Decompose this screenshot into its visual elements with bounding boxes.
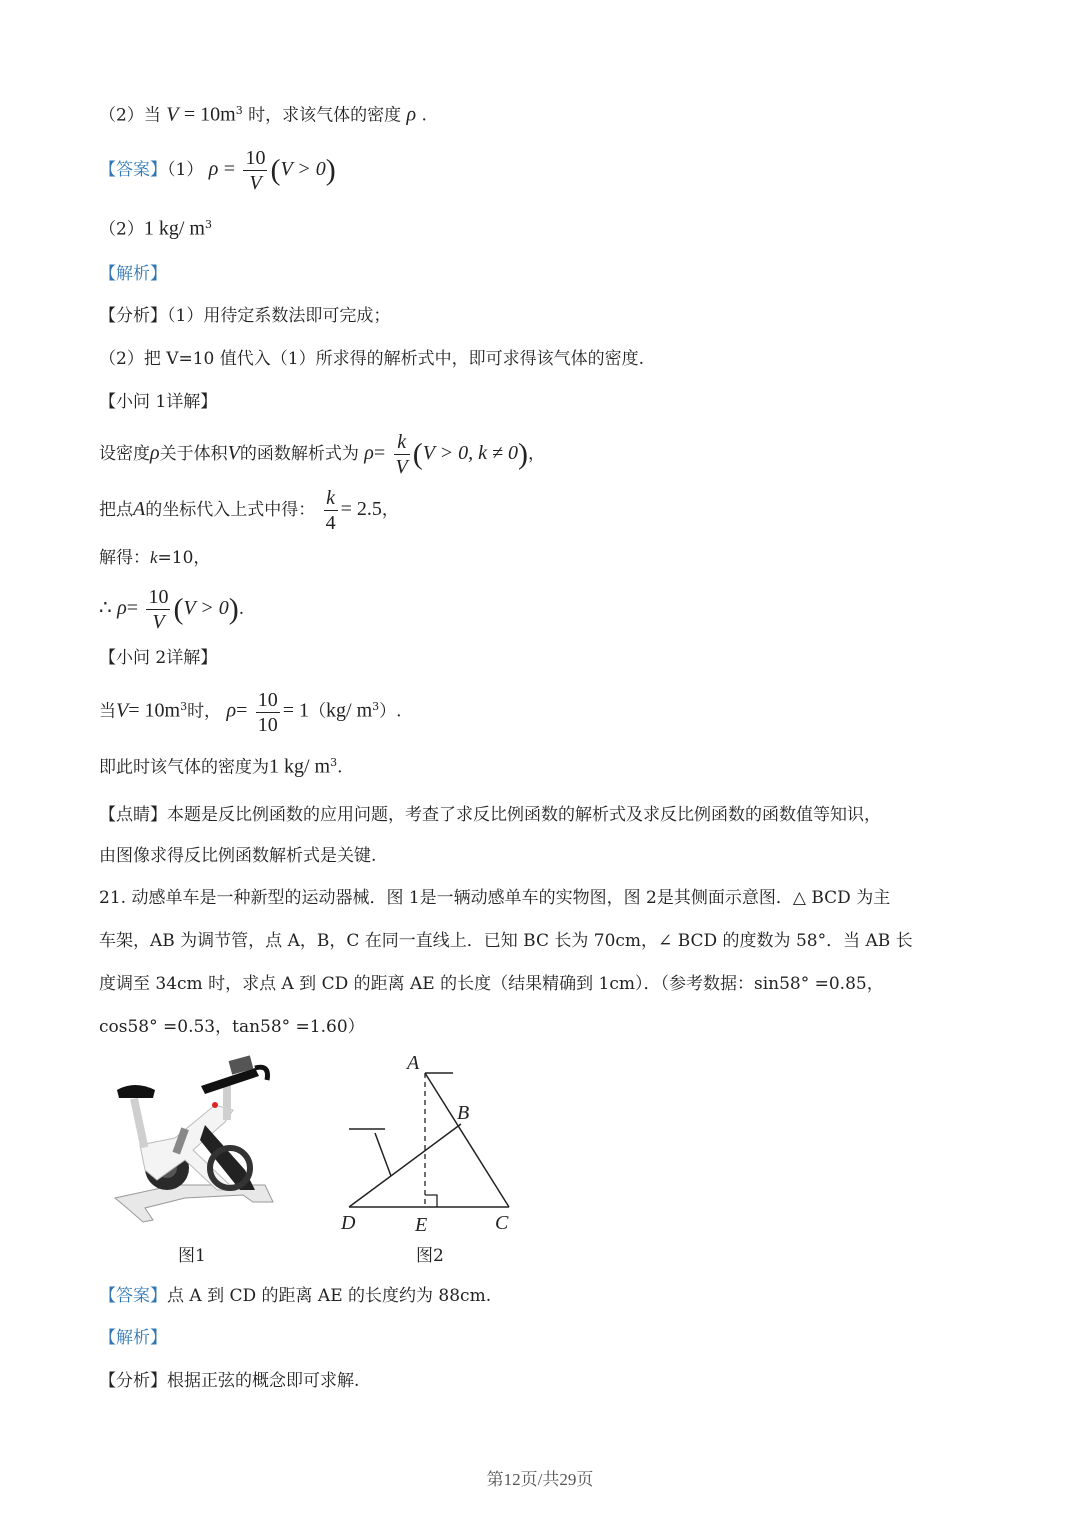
comment-line-2: 由图像求得反比例函数解析式是关键. — [99, 846, 377, 866]
answer-21: 【答案】点 A 到 CD 的距离 AE 的长度约为 88cm. — [99, 1286, 492, 1306]
label-a: A — [407, 1052, 420, 1074]
figure-2-caption: 图2 — [416, 1246, 444, 1266]
analysis-heading: 【解析】 — [99, 264, 167, 284]
analysis-heading-2: 【解析】 — [99, 1328, 167, 1348]
comment-line-1: 【点睛】本题是反比例函数的应用问题，考查了求反比例函数的解析式及求反比例函数的函数值等知识， — [99, 805, 881, 825]
page-number: 第12页/共29页 — [486, 1470, 594, 1489]
sub-question-2-heading: 【小问 2详解】 — [99, 648, 218, 668]
label-b: B — [457, 1102, 470, 1124]
fraction: $\frac{10}{10}$ — [257, 688, 278, 736]
label-e: E — [415, 1214, 428, 1235]
fraction: $\frac{10}{V}$ — [245, 147, 266, 194]
solution-step-6: 即此时该气体的密度为1 kg/ $m^3$. — [99, 755, 343, 778]
answer-part-1: 【答案】（1） ρ = $\frac{10}{V}$ (V > 0) — [99, 147, 336, 194]
solution-step-5: 当$V= 10m^3$时， ρ= $\frac{10}{10}$ = 1（kg/ $m^3$）. — [99, 688, 402, 736]
answer-tag: 【答案】 — [99, 1286, 167, 1306]
sub-question-1-heading: 【小问 1详解】 — [99, 392, 218, 412]
solution-step-1: 设密度ρ关于体积V的函数解析式为 ρ= $\frac{k}{V}$ (V > 0, k ≠ 0)， — [99, 431, 545, 478]
analysis-line-2: （2）把 V=10 值代入（1）所求得的解析式中，即可求得该气体的密度. — [99, 349, 644, 369]
answer-part-2: （2）1 kg/ $m^3$ — [99, 217, 212, 240]
solution-step-2: 把点A的坐标代入上式中得： $\frac{k}{4}$ = 2.5， — [99, 487, 399, 534]
solution-step-3: 解得：k=10， — [99, 548, 211, 568]
fraction: $\frac{k}{4}$ — [325, 487, 336, 534]
fraction: $\frac{k}{V}$ — [395, 431, 408, 478]
answer-tag: 【答案】 — [99, 160, 167, 180]
exercise-bike-image — [105, 1050, 285, 1230]
question-21-line-2: 车架，AB 为调节管，点 A，B，C 在同一直线上．已知 BC 长为 70cm，∠ BCD 的度数为 58°．当 AB 长 — [99, 931, 913, 951]
label-d: D — [341, 1212, 356, 1234]
analysis-line-3: 【分析】根据正弦的概念即可求解. — [99, 1371, 360, 1391]
solution-step-4: ∴ ρ= $\frac{10}{V}$ (V > 0). — [99, 586, 245, 633]
fraction: $\frac{10}{V}$ — [148, 586, 169, 633]
question-20-part-2: （2）当 $V = 10m^3$ 时，求该气体的密度 ρ . — [99, 103, 427, 126]
figure-1-caption: 图1 — [178, 1246, 206, 1266]
question-21-line-1: 21. 动感单车是一种新型的运动器械．图 1是一辆动感单车的实物图，图 2是其侧面示意图．△ BCD 为主 — [99, 888, 891, 908]
question-21-line-4: cos58° =0.53，tan58° =1.60） — [99, 1017, 365, 1037]
analysis-line-1: 【分析】（1）用待定系数法即可完成； — [99, 306, 391, 326]
side-view-diagram — [335, 1045, 535, 1235]
label-c: C — [495, 1212, 509, 1234]
question-21-line-3: 度调至 34cm 时，求点 A 到 CD 的距离 AE 的长度（结果精确到 1cm）．（参考数据：sin58° =0.85， — [99, 974, 884, 994]
